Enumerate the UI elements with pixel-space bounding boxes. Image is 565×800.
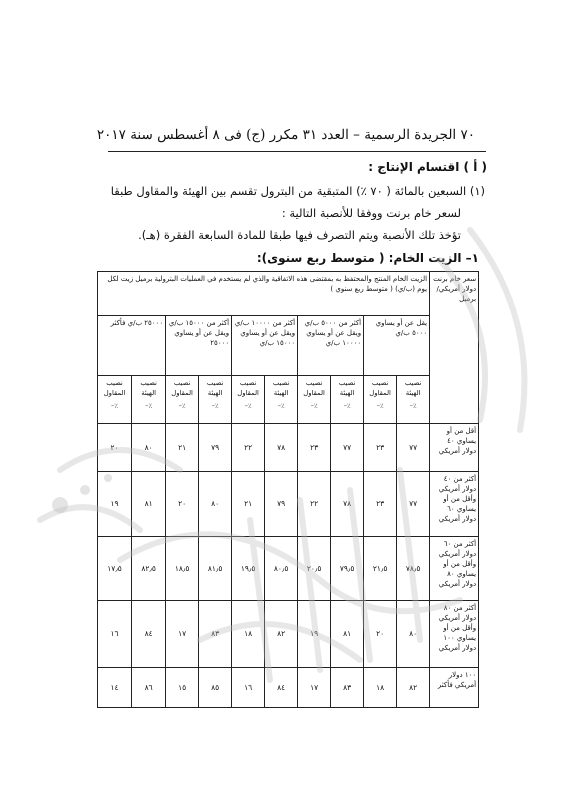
share-value: ١٦ xyxy=(98,601,132,668)
pct-label: ٪– xyxy=(211,402,219,410)
volume-header: الزيت الخام المنتج والمحتفظ به بمقتضى هذه الاتفاقية والذي لم يستخدم في العمليات البترولية برميل زيت لكل يوم (ب/ي) ( متوسط ربع سنوي ) xyxy=(107,275,428,293)
paragraph-2: لسعر خام برنت ووفقا للأنصبة التالية : xyxy=(281,206,461,220)
share-value: ٢١ xyxy=(232,472,265,537)
share-value: ٨٠ xyxy=(199,472,232,537)
pct-label: ٪– xyxy=(310,402,318,410)
share-value: ٢٣ xyxy=(298,424,331,472)
price-range-label: أكثر من ٦٠ دولار أمريكي وأقل من أو يساوي ٨٠ دولار أمريكي xyxy=(430,537,479,601)
share-value: ١٩ xyxy=(98,472,132,537)
pct-label: ٪– xyxy=(376,402,384,410)
share-value: ٨٠ xyxy=(132,424,166,472)
share-value: ١٤ xyxy=(98,668,132,708)
share-label: نصيب المقاول xyxy=(171,379,193,397)
price-range-label: أكثر من ٨٠ دولار أمريكي وأقل من أو يساوي ١٠٠ دولار أمريكي xyxy=(430,601,479,668)
pct-label: ٪– xyxy=(277,402,285,410)
share-value: ١٩٫٥ xyxy=(232,537,265,601)
share-value: ٢٠٫٥ xyxy=(298,537,331,601)
share-label: نصيب الهيئة xyxy=(140,379,157,397)
tier-header: أكثر من ٥٠٠٠ ب/ي ويقل عن أو يساوي ١٠٠٠٠ ب/ي xyxy=(298,316,364,376)
share-contractor-header xyxy=(232,376,265,424)
paragraph-3: تؤخذ تلك الأنصبة ويتم التصرف فيها طبقا للمادة السابعة الفقرة (هـ). xyxy=(138,228,461,242)
share-value: ٢٠ xyxy=(98,424,132,472)
share-label: نصيب الهيئة xyxy=(338,379,356,397)
share-contractor-header xyxy=(364,376,397,424)
share-value: ١٨ xyxy=(364,668,397,708)
share-egpc-header xyxy=(397,376,430,424)
share-value: ٧٩ xyxy=(199,424,232,472)
volume-header-cell xyxy=(98,272,430,316)
share-label: نصيب الهيئة xyxy=(206,379,224,397)
price-range-label: أقل من أو يساوي ٤٠ دولار أمريكي xyxy=(430,424,479,472)
share-value: ٨١٫٥ xyxy=(199,537,232,601)
table-row xyxy=(98,424,479,472)
share-value: ١٧٫٥ xyxy=(98,537,132,601)
share-value: ٨٠ xyxy=(397,601,430,668)
tier-header: أكثر من ١٠٠٠٠ ب/ي ويقل عن أو يساوي ١٥٠٠٠ ب/ي xyxy=(232,316,298,376)
price-range-label: ١٠٠ دولار أمريكي فأكثر xyxy=(430,668,479,708)
share-label: نصيب الهيئة xyxy=(272,379,290,397)
share-label: نصيب المقاول xyxy=(303,379,325,397)
table-row xyxy=(98,537,479,601)
share-egpc-header xyxy=(265,376,298,424)
table-row xyxy=(98,668,479,708)
share-value: ٨٢٫٥ xyxy=(132,537,166,601)
share-label: نصيب المقاول xyxy=(369,379,391,397)
share-value: ٢٢ xyxy=(232,424,265,472)
share-value: ٧٧ xyxy=(331,424,364,472)
share-value: ١٥ xyxy=(166,668,199,708)
share-value: ٧٧ xyxy=(397,472,430,537)
table-row xyxy=(98,601,479,668)
share-value: ١٨٫٥ xyxy=(166,537,199,601)
share-value: ٢١ xyxy=(166,424,199,472)
share-label: نصيب المقاول xyxy=(103,379,126,397)
tier-header: ٢٥٠٠٠ ب/ي فأكثر xyxy=(98,316,166,376)
share-value: ٨٥ xyxy=(199,668,232,708)
share-value: ٧٨ xyxy=(331,472,364,537)
share-value: ٧٩ xyxy=(265,472,298,537)
price-header: سعر خام برنت دولار أمريكي/برميل xyxy=(433,275,477,303)
share-egpc-header xyxy=(199,376,232,424)
pct-label: ٪– xyxy=(244,402,252,410)
paragraph-1: (١) السبعين بالمائة ( ٧٠ ٪) المتبقية من البترول تقسم بين الهيئة والمقاول طبقا xyxy=(110,184,485,198)
header-rule xyxy=(108,151,486,152)
share-label: نصيب المقاول xyxy=(237,379,259,397)
share-value: ٧٨٫٥ xyxy=(397,537,430,601)
share-value: ٨١ xyxy=(331,601,364,668)
share-value: ٧٧ xyxy=(397,424,430,472)
share-value: ١٧ xyxy=(166,601,199,668)
share-value: ٢٠ xyxy=(364,601,397,668)
share-value: ٢٠ xyxy=(166,472,199,537)
share-contractor-header xyxy=(98,376,132,424)
share-egpc-header xyxy=(331,376,364,424)
price-header-cell xyxy=(430,272,479,424)
subsection-title: ١– الزيت الخام: ( متوسط ربع سنوى): xyxy=(256,251,479,265)
share-value: ٨٣ xyxy=(331,668,364,708)
share-value: ١٦ xyxy=(232,668,265,708)
share-value: ١٨ xyxy=(232,601,265,668)
share-value: ٢٣ xyxy=(364,424,397,472)
share-contractor-header xyxy=(166,376,199,424)
pct-label: ٪– xyxy=(111,402,119,410)
tier-header-row xyxy=(98,316,479,376)
share-value: ٧٨ xyxy=(265,424,298,472)
pct-label: ٪– xyxy=(145,402,153,410)
table-row xyxy=(98,472,479,537)
share-value: ٨٣ xyxy=(199,601,232,668)
production-sharing-table xyxy=(97,271,479,708)
share-value: ٨١ xyxy=(132,472,166,537)
share-value: ١٧ xyxy=(298,668,331,708)
tier-header: أكثر من ١٥٠٠٠ ب/ي ويقل عن أو يساوي ٢٥٠٠٠ xyxy=(166,316,232,376)
section-title: ( أ ) اقتسام الإنتاج : xyxy=(368,160,487,174)
pct-label: ٪– xyxy=(178,402,186,410)
share-value: ٨٢ xyxy=(397,668,430,708)
tier-header: يقل عن أو يساوي ٥٠٠٠ ب/ي xyxy=(364,316,430,376)
share-value: ٢٣ xyxy=(364,472,397,537)
pct-label: ٪– xyxy=(343,402,351,410)
share-value: ٢٢ xyxy=(298,472,331,537)
share-value: ٢١٫٥ xyxy=(364,537,397,601)
share-value: ٨٦ xyxy=(132,668,166,708)
pct-label: ٪– xyxy=(409,402,417,410)
share-value: ٨٠٫٥ xyxy=(265,537,298,601)
share-value: ٨٢ xyxy=(265,601,298,668)
share-header-row xyxy=(98,376,479,424)
share-value: ٨٤ xyxy=(132,601,166,668)
share-value: ٧٩٫٥ xyxy=(331,537,364,601)
price-range-label: أكثر من ٤٠ دولار أمريكي وأقل من أو يساوي ٦٠ دولار أمريكي xyxy=(430,472,479,537)
share-value: ٨٤ xyxy=(265,668,298,708)
share-value: ١٩ xyxy=(298,601,331,668)
share-contractor-header xyxy=(298,376,331,424)
share-egpc-header xyxy=(132,376,166,424)
page-header: ٧٠ الجريدة الرسمية – العدد ٣١ مكرر (ج) فى ٨ أغسطس سنة ٢٠١٧ xyxy=(96,127,475,143)
share-label: نصيب الهيئة xyxy=(404,379,422,397)
